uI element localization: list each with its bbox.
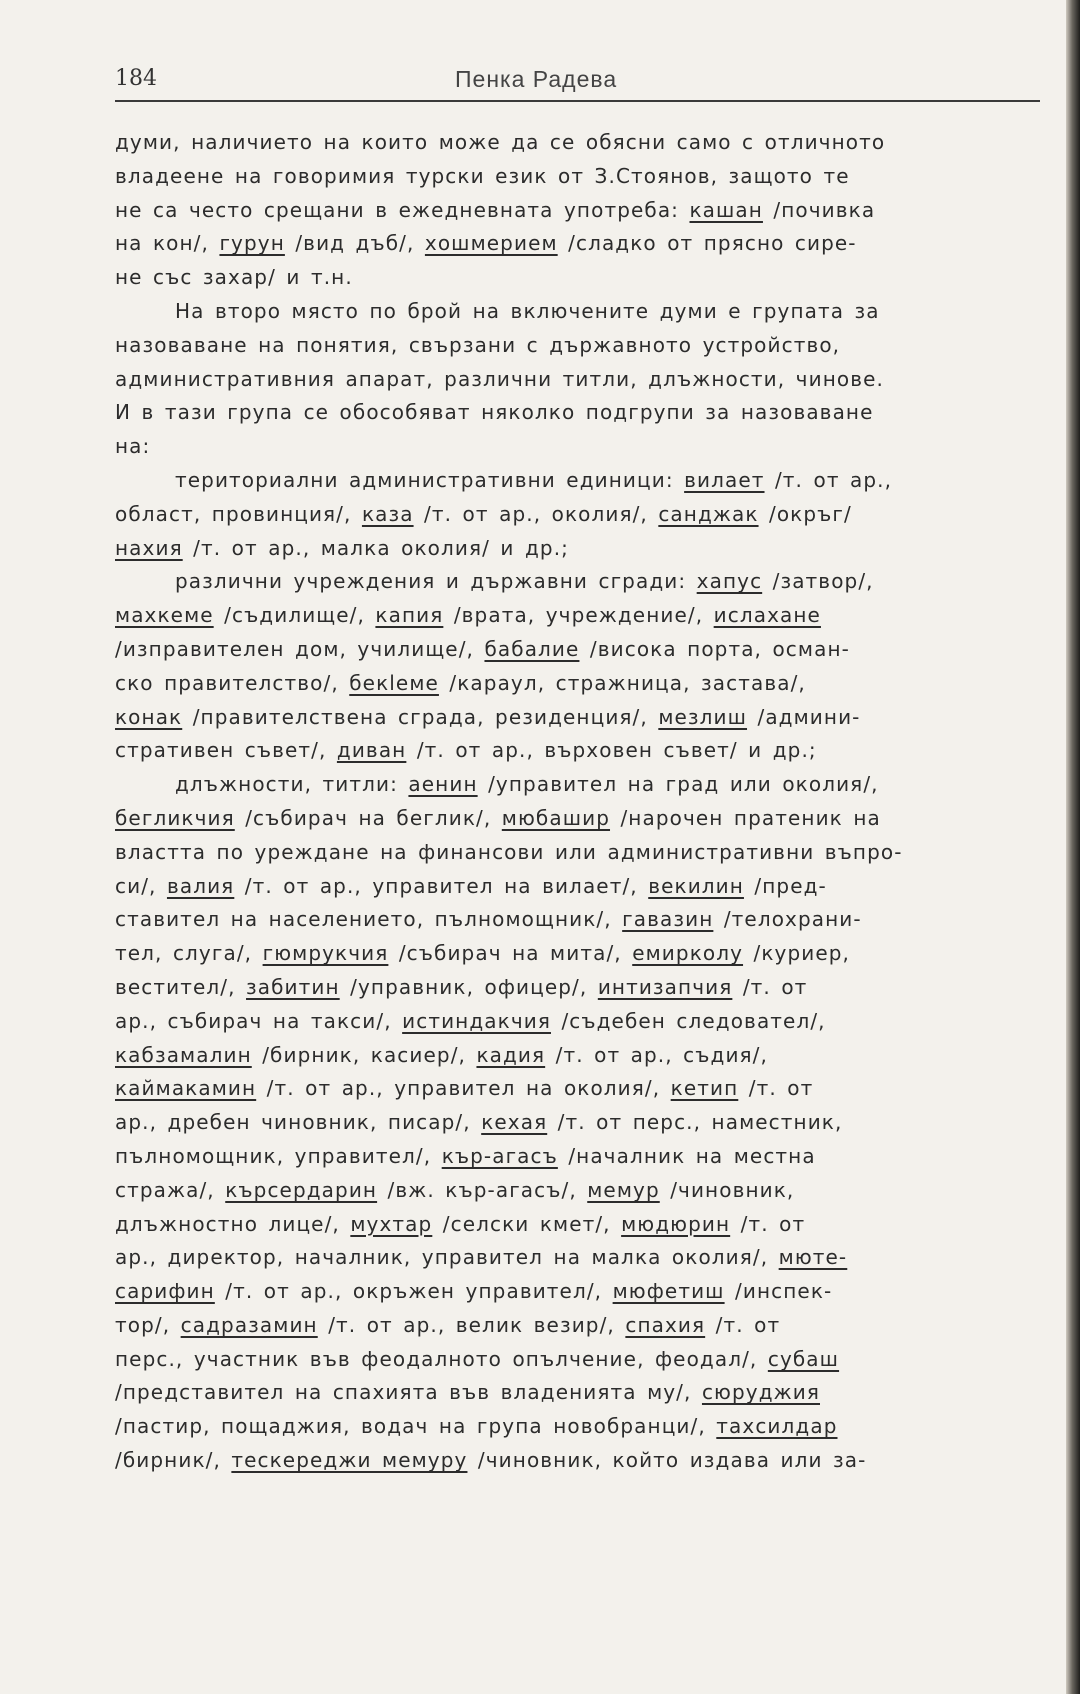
text-segment: /куриер,	[743, 941, 851, 966]
text-segment: /окръг/	[758, 501, 852, 526]
text-segment: И в тази група се обособяват няколко подгрупи за назоваване	[115, 400, 874, 425]
text-segment: си/,	[115, 873, 167, 898]
text-line	[115, 1005, 1055, 1039]
body-text	[115, 126, 1055, 1478]
text-line	[115, 633, 1055, 667]
text-segment: /врата, учреждение/,	[443, 603, 714, 628]
underlined-term: гурун	[219, 231, 285, 256]
underlined-term: мюфетиш	[612, 1279, 725, 1304]
text-segment: /чиновник, който издава или за-	[467, 1448, 867, 1473]
underlined-term: ислахане	[713, 603, 821, 628]
text-segment: ар., директор, началник, управител на малка околия/,	[115, 1245, 779, 1270]
text-line	[115, 160, 1055, 194]
text-line	[115, 1444, 1055, 1478]
text-segment: владеене на говоримия турски език от З.Стоянов, защото те	[115, 163, 850, 188]
underlined-term: кадия	[476, 1042, 546, 1067]
text-segment: /т. от	[730, 1211, 806, 1236]
underlined-term: бегликчия	[115, 805, 235, 830]
page-number: 184	[115, 66, 157, 91]
underlined-term: кашан	[689, 197, 763, 222]
text-line	[115, 734, 1055, 768]
text-line	[115, 903, 1055, 937]
underlined-term: гюмрукчия	[262, 941, 389, 966]
text-line	[115, 1376, 1055, 1410]
text-segment: /т. от перс., наместник,	[547, 1110, 843, 1135]
text-line	[115, 870, 1055, 904]
text-segment: /т. от ар., управител на вилает/,	[234, 873, 649, 898]
text-segment: област, провинция/,	[115, 501, 362, 526]
text-segment: различни учреждения и държавни сгради:	[175, 569, 697, 594]
text-segment: /караул, стражница, застава/,	[438, 670, 806, 695]
underlined-term: мухтар	[350, 1211, 433, 1236]
text-segment: не със захар/ и т.н.	[115, 265, 353, 290]
page-edge-shadow	[1066, 0, 1080, 1694]
underlined-term: тахсилдар	[716, 1414, 838, 1439]
text-segment: /почивка	[762, 197, 876, 222]
text-line	[115, 532, 1055, 566]
text-segment: длъжности, титли:	[175, 772, 409, 797]
text-segment: не са често срещани в ежедневната употреба:	[115, 197, 690, 222]
underlined-term: садразамин	[180, 1312, 318, 1337]
underlined-term: аенин	[408, 772, 478, 797]
text-line	[115, 599, 1055, 633]
underlined-term: сарифин	[115, 1279, 215, 1304]
underlined-term: мюбашир	[501, 805, 611, 830]
text-line	[115, 194, 1055, 228]
underlined-term: сюруджия	[701, 1380, 820, 1405]
text-line	[115, 1072, 1055, 1106]
text-segment: стража/,	[115, 1177, 226, 1202]
text-segment: /събирач на мита/,	[388, 941, 633, 966]
text-segment: /т. от ар., управител на околия/,	[256, 1076, 671, 1101]
underlined-term: санджак	[658, 501, 759, 526]
text-segment: /пастир, пощаджия, водач на група новобранци/,	[115, 1414, 717, 1439]
text-segment: /съдебен следовател/,	[550, 1008, 826, 1033]
text-segment: /затвор/,	[762, 569, 874, 594]
text-line	[115, 295, 1055, 329]
underlined-term: бабалие	[484, 636, 580, 661]
text-segment: /чиновник,	[659, 1177, 795, 1202]
text-segment: /телохрани-	[713, 907, 862, 932]
text-segment: /управник, офицер/,	[339, 974, 598, 999]
text-line	[115, 1208, 1055, 1242]
text-segment: /т. от ар., съдия/,	[545, 1042, 768, 1067]
underlined-term: бекleме	[349, 670, 439, 695]
text-segment: /т. от	[732, 974, 808, 999]
text-segment: пълномощник, управител/,	[115, 1143, 442, 1168]
text-segment: териториални административни единици:	[175, 467, 685, 492]
text-segment: /управител на град или околия/,	[477, 772, 879, 797]
text-segment: /началник на местна	[557, 1143, 816, 1168]
text-line	[115, 1106, 1055, 1140]
underlined-term: гавазин	[622, 907, 714, 932]
underlined-term: кър-агасъ	[441, 1143, 558, 1168]
underlined-term: емирколу	[632, 941, 744, 966]
text-line	[115, 1140, 1055, 1174]
underlined-term: махкеме	[115, 603, 214, 628]
underlined-term: хошмерием	[424, 231, 558, 256]
text-segment: На второ място по брой на включените думи е групата за	[175, 298, 880, 323]
text-segment: на:	[115, 434, 151, 459]
underlined-term: мюте-	[778, 1245, 848, 1270]
underlined-term: забитин	[246, 974, 340, 999]
underlined-term: мюдюрин	[621, 1211, 731, 1236]
underlined-term: вилает	[684, 467, 765, 492]
underlined-term: кабзамалин	[115, 1042, 252, 1067]
text-line	[115, 1174, 1055, 1208]
underlined-term: каймакамин	[115, 1076, 257, 1101]
text-line	[115, 1410, 1055, 1444]
underlined-term: кетип	[670, 1076, 739, 1101]
underlined-term: хапус	[696, 569, 763, 594]
text-segment: ар., събирач на такси/,	[115, 1008, 403, 1033]
text-segment: ско правителство/,	[115, 670, 350, 695]
text-segment: вестител/,	[115, 974, 247, 999]
text-segment: /събирач на беглик/,	[234, 805, 502, 830]
text-segment: тор/,	[115, 1312, 181, 1337]
underlined-term: кърсердарин	[225, 1177, 378, 1202]
text-segment: /т. от ар., малка околия/ и др.;	[182, 535, 569, 560]
text-line	[115, 126, 1055, 160]
text-segment: /сладко от прясно сире-	[557, 231, 857, 256]
text-line	[115, 430, 1055, 464]
text-segment: /т. от ар., върховен съвет/ и др.;	[406, 738, 817, 763]
underlined-term: кехая	[481, 1110, 548, 1135]
text-line	[115, 1343, 1055, 1377]
text-segment: /т. от ар., велик везир/,	[317, 1312, 626, 1337]
text-line	[115, 768, 1055, 802]
text-segment: /инспек-	[724, 1279, 833, 1304]
text-segment: стративен съвет/,	[115, 738, 337, 763]
text-segment: /вж. кър-агасъ/,	[377, 1177, 588, 1202]
text-line	[115, 396, 1055, 430]
text-segment: /бирник, касиер/,	[251, 1042, 477, 1067]
text-segment: /изправителен дом, училище/,	[115, 636, 485, 661]
text-line	[115, 329, 1055, 363]
text-line	[115, 667, 1055, 701]
text-segment: назоваване на понятия, свързани с държавното устройство,	[115, 332, 841, 357]
text-line	[115, 701, 1055, 735]
text-segment: /нарочен пратеник на	[610, 805, 881, 830]
text-segment: ар., дребен чиновник, писар/,	[115, 1110, 482, 1135]
text-segment: /правителствена сграда, резиденция/,	[182, 704, 659, 729]
text-segment: тел, слуга/,	[115, 941, 263, 966]
text-line	[115, 1309, 1055, 1343]
text-segment: /бирник/,	[115, 1448, 232, 1473]
underlined-term: каза	[361, 501, 414, 526]
text-segment: думи, наличието на които може да се обясни само с отличното	[115, 130, 886, 154]
text-line	[115, 261, 1055, 295]
text-line	[115, 971, 1055, 1005]
text-segment: на кон/,	[115, 231, 220, 256]
underlined-term: мемур	[587, 1177, 660, 1202]
underlined-term: интизапчия	[597, 974, 733, 999]
text-segment: /представител на спахията във владенията му/,	[115, 1380, 702, 1405]
text-line	[115, 498, 1055, 532]
underlined-term: субаш	[767, 1346, 840, 1371]
text-line	[115, 1275, 1055, 1309]
text-line	[115, 937, 1055, 971]
page-header	[115, 66, 1040, 102]
underlined-term: тескереджи мемуру	[231, 1448, 468, 1473]
text-segment: /т. от	[705, 1312, 781, 1337]
underlined-term: валия	[166, 873, 235, 898]
text-line	[115, 1241, 1055, 1275]
underlined-term: мезлиш	[658, 704, 748, 729]
text-segment: /вид дъб/,	[284, 231, 425, 256]
text-line	[115, 464, 1055, 498]
running-head: Пенка Радева	[455, 66, 618, 92]
text-segment: /админи-	[747, 704, 861, 729]
text-segment: перс., участник във феодалното опълчение, феодал/,	[115, 1346, 768, 1371]
text-segment: /пред-	[743, 873, 827, 898]
underlined-term: конак	[115, 704, 183, 729]
text-line	[115, 1039, 1055, 1073]
underlined-term: истиндакчия	[402, 1008, 551, 1033]
underlined-term: диван	[336, 738, 407, 763]
text-line	[115, 836, 1055, 870]
text-segment: властта по уреждане на финансови или административни въпро-	[115, 839, 903, 864]
text-line	[115, 565, 1055, 599]
underlined-term: спахия	[625, 1312, 706, 1337]
text-segment: /висока порта, осман-	[579, 636, 850, 661]
text-line	[115, 802, 1055, 836]
text-segment: /т. от	[738, 1076, 814, 1101]
text-segment: /съдилище/,	[213, 603, 376, 628]
text-segment: /т. от ар., окръжен управител/,	[214, 1279, 613, 1304]
text-segment: ставител на населението, пълномощник/,	[115, 907, 623, 932]
text-segment: /селски кмет/,	[432, 1211, 622, 1236]
text-segment: административния апарат, различни титли, длъжности, чинове.	[115, 366, 884, 391]
underlined-term: нахия	[115, 535, 183, 560]
text-segment: /т. от ар., околия/,	[413, 501, 659, 526]
text-line	[115, 363, 1055, 397]
text-segment: длъжностно лице/,	[115, 1211, 351, 1236]
text-line	[115, 227, 1055, 261]
text-segment: /т. от ар.,	[764, 467, 893, 492]
underlined-term: капия	[375, 603, 444, 628]
underlined-term: векилин	[648, 873, 744, 898]
